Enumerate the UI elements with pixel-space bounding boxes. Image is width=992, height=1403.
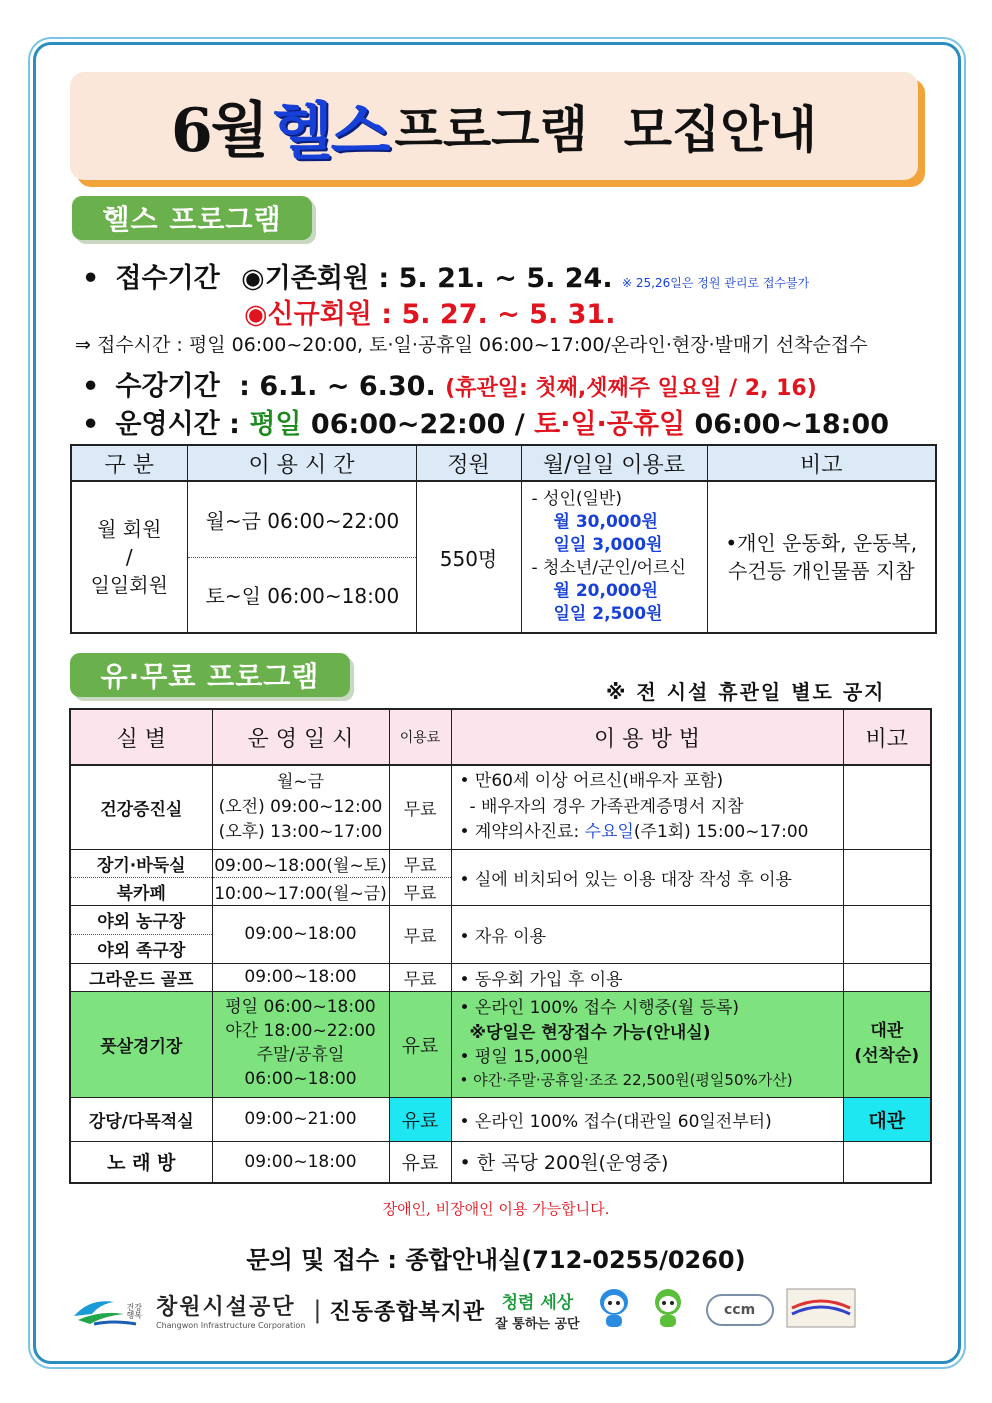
fee-adult-month: 월 30,000원 (553, 512, 658, 533)
table-row (70, 905, 931, 934)
course-period-value: : 6.1. ~ 6.30. (239, 371, 436, 402)
corp-name-en: Changwon Infrastructure Corporation (156, 1321, 306, 1330)
room-remark: 대관 (843, 1097, 931, 1141)
room-name: 북카페 (70, 877, 212, 905)
free-section-note: ※ 전 시설 휴관일 별도 공지 (606, 680, 886, 704)
th-time: 이 용 시 간 (187, 445, 416, 481)
page-title (70, 72, 918, 180)
operating-weekend-label: 토·일·공휴일 (534, 409, 686, 440)
table-row (70, 991, 931, 1097)
title-notice: 모집안내 (623, 100, 817, 159)
table-row (70, 963, 931, 991)
room-time: 월~금 (오전) 09:00~12:00 (오후) 13:00~17:00 (212, 765, 389, 849)
reception-time: ⇒ 접수시간 : 평일 06:00~20:00, 토·일·공휴일 06:00~17:00/온라인·현장·발매기 선착순접수 (75, 334, 868, 356)
corp-name-text: 창원시설공단 (156, 1295, 296, 1320)
th-fee: 월/일일 이용료 (521, 445, 707, 481)
slogan-bottom: 잘 통하는 공단 (495, 1317, 580, 1332)
method-line: • 온라인 100% 접수 시행중(월 등록) (459, 998, 740, 1019)
course-period-line: • 수강기간 : 6.1. ~ 6.30. (휴관일: 첫째,셋째주 일요일 / 2, 16) (82, 371, 817, 402)
th-usage-fee: 이용료 (389, 709, 451, 765)
room-name: 야외 족구장 (70, 934, 212, 963)
method-line: • 야간·주말·공휴일·조조 22,500원(평일50%가산) (459, 1071, 793, 1090)
room-time: 09:00~21:00 (212, 1097, 389, 1141)
health-section-label: 헬스 프로그램 (72, 196, 312, 240)
corp-logo-icon (70, 1290, 142, 1330)
room-name: 장기·바둑실 (70, 849, 212, 877)
fee-youth-month: 월 20,000원 (553, 580, 658, 601)
room-fee: 무료 (389, 849, 451, 877)
title-program: 프로그램 (394, 100, 588, 159)
table-row (70, 1097, 931, 1141)
method-line: ※당일은 현장접수 가능(안내실) (469, 1022, 711, 1043)
operating-weekday-label: 평일 (249, 409, 302, 440)
room-time: 09:00~18:00 (212, 1141, 389, 1183)
table-row (70, 849, 931, 877)
course-period-label: 수강기간 (115, 371, 220, 402)
operating-line: • 운영시간 : 평일 06:00~22:00 / 토·일·공휴일 06:00~18:00 (82, 409, 889, 440)
reception-existing-note: ※ 25,26일은 정원 관리로 접수불가 (622, 276, 810, 290)
method-line: - 배우자의 경우 가족관계증명서 지참 (469, 796, 744, 817)
fee-adult: - 성인(일반) (531, 489, 622, 510)
method-line: • 계약의사진료: 수요일(주1회) 15:00~17:00 (459, 822, 809, 842)
th-schedule: 운 영 일 시 (212, 709, 389, 765)
fee-youth-day: 일일 2,500원 (553, 603, 663, 624)
room-name: 풋살경기장 (70, 991, 212, 1097)
fee-adult-day: 일일 3,000원 (553, 535, 663, 556)
room-fee: 무료 (389, 963, 451, 991)
health-table (70, 444, 937, 634)
free-section-label: 유·무료 프로그램 (70, 653, 350, 697)
room-fee: 유료 (389, 991, 451, 1097)
center-name: 진동종합복지관 (329, 1299, 486, 1325)
footer-logos (70, 1285, 940, 1335)
operating-sep: / (514, 409, 525, 440)
operating-weekday: 06:00~22:00 (310, 409, 506, 440)
reception-existing: ◉기존회원 : 5. 21. ~ 5. 24. (241, 263, 613, 294)
room-name: 그라운드 골프 (70, 963, 212, 991)
corp-name (156, 1290, 305, 1330)
title-month: 6월 (171, 96, 267, 166)
method-line: • 만60세 이상 어르신(배우자 포함) (459, 771, 724, 791)
room-time: 09:00~18:00 (212, 963, 389, 991)
room-time: 09:00~18:00 (212, 905, 389, 963)
method-line: • 평일 15,000원 (459, 1047, 590, 1068)
course-period-holiday: (휴관일: 첫째,셋째주 일요일 / 2, 16) (445, 376, 817, 401)
room-remark (843, 963, 931, 991)
room-fee: 유료 (389, 1097, 451, 1141)
mascot-blue-icon (594, 1286, 634, 1334)
slogan (495, 1288, 579, 1332)
room-method: • 실에 비치되어 있는 이용 대장 작성 후 이용 (451, 849, 843, 905)
mascot-green-icon (648, 1286, 688, 1334)
slogan-top: 청렴 세상 (501, 1293, 574, 1313)
reception-line: • 접수기간 ◉기존회원 : 5. 21. ~ 5. 24. ※ 25,26일은 정원 관리로 접수불가 (82, 263, 810, 294)
table-row (70, 1141, 931, 1183)
room-method (451, 991, 843, 1097)
room-method: • 동우회 가입 후 이용 (451, 963, 843, 991)
health-time-weekend: 토~일 06:00~18:00 (187, 557, 416, 633)
th-remark-free: 비고 (843, 709, 931, 765)
logo-separator: | (313, 1296, 322, 1324)
health-capacity: 550명 (416, 481, 521, 633)
reception-new: ◉신규회원 : 5. 27. ~ 5. 31. (244, 299, 616, 330)
room-time: 10:00~17:00(월~금) (212, 877, 389, 905)
health-time-weekday: 월~금 06:00~22:00 (187, 481, 416, 557)
health-remark: •개인 운동화, 운동복, 수건등 개인물품 지참 (707, 481, 936, 633)
room-method: • 자유 이용 (451, 905, 843, 963)
certificate-icon (786, 1288, 856, 1332)
th-remark: 비고 (707, 445, 936, 481)
operating-label: 운영시간 (115, 409, 220, 440)
room-remark: 대관 (선착순) (843, 991, 931, 1097)
room-name: 강당/다목적실 (70, 1097, 212, 1141)
room-name: 노 래 방 (70, 1141, 212, 1183)
title-highlight: 헬스 (272, 94, 389, 168)
th-method: 이 용 방 법 (451, 709, 843, 765)
room-fee: 무료 (389, 905, 451, 963)
room-name: 야외 농구장 (70, 905, 212, 934)
reception-label: 접수기간 (115, 263, 220, 294)
room-remark (843, 765, 931, 849)
room-fee: 무료 (389, 877, 451, 905)
room-method: • 한 곡당 200원(운영중) (451, 1141, 843, 1183)
table-row (70, 765, 931, 849)
th-room: 실 별 (70, 709, 212, 765)
room-remark (843, 905, 931, 963)
th-category: 구 분 (71, 445, 187, 481)
logo-text: 건강 행복 (126, 1303, 142, 1320)
room-method (451, 765, 843, 849)
th-capacity: 정원 (416, 445, 521, 481)
room-remark (843, 849, 931, 905)
contact-info: 문의 및 접수 : 종합안내실(712-0255/0260) (246, 1246, 746, 1274)
ccm-logo-icon: ccm (706, 1294, 774, 1326)
operating-weekend: 06:00~18:00 (694, 409, 889, 440)
room-name: 건강증진실 (70, 765, 212, 849)
room-fee: 무료 (389, 765, 451, 849)
free-table (69, 708, 932, 1184)
room-method: • 온라인 100% 접수(대관일 60일전부터) (451, 1097, 843, 1141)
room-remark (843, 1141, 931, 1183)
room-time: 09:00~18:00(월~토) (212, 849, 389, 877)
room-fee: 유료 (389, 1141, 451, 1183)
room-time: 평일 06:00~18:00 야간 18:00~22:00 주말/공휴일 06:00~18:00 (212, 991, 389, 1097)
access-note: 장애인, 비장애인 이용 가능합니다. (382, 1200, 610, 1218)
health-category: 월 회원 / 일일회원 (71, 481, 187, 633)
health-fee-cell (521, 481, 707, 633)
fee-youth: - 청소년/군인/어르신 (531, 558, 686, 578)
